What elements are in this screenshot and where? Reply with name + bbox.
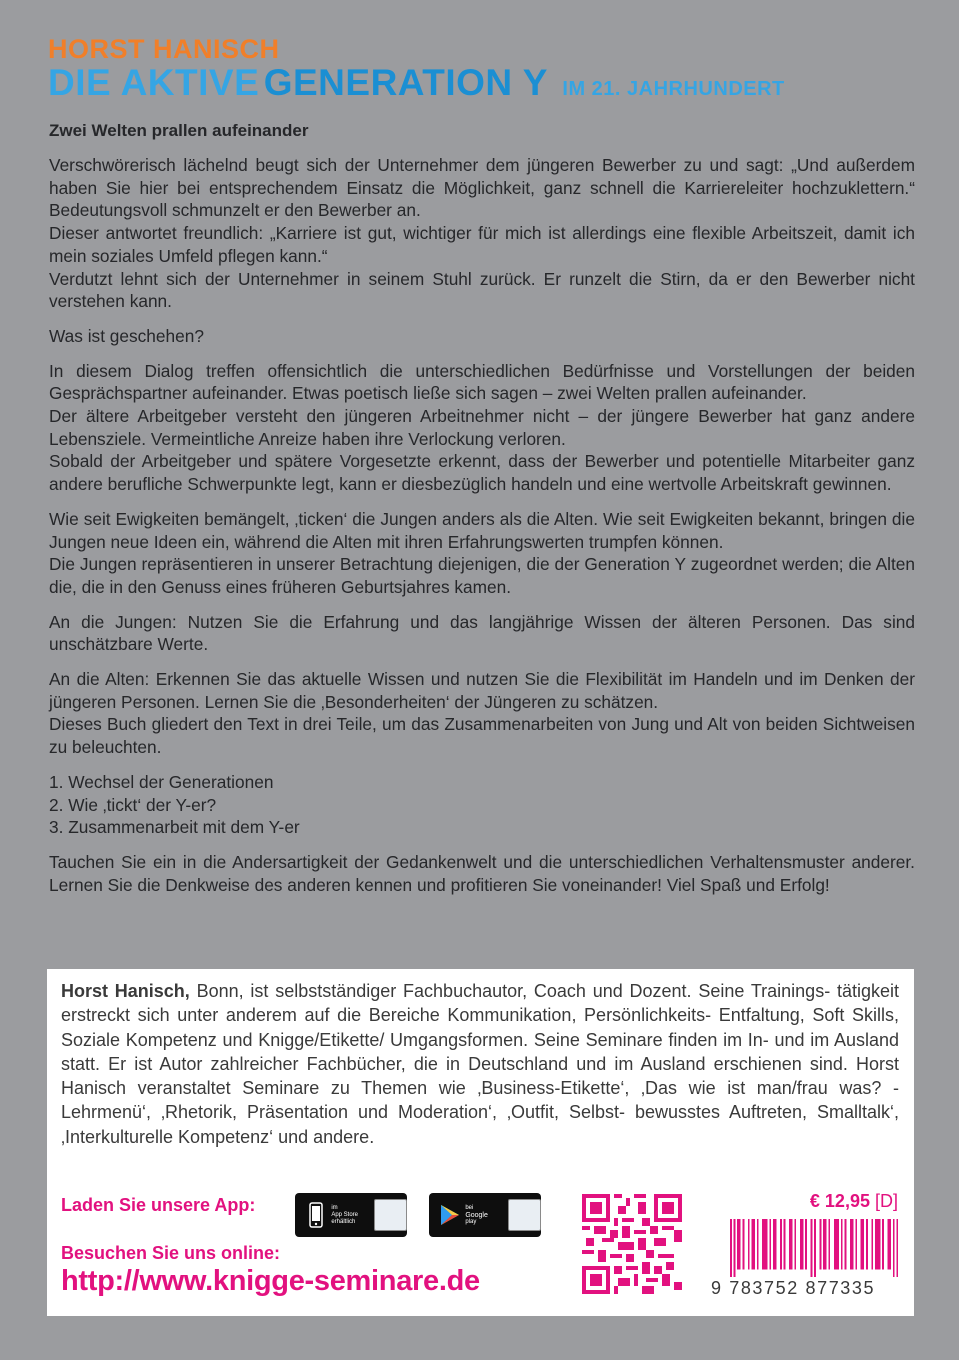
smartphone-icon bbox=[305, 1200, 326, 1230]
paragraph-5: An die Jungen: Nutzen Sie die Erfahrung und das langjährige Wissen der älteren Personen. Das sind unschätzbare Werte. bbox=[49, 611, 915, 655]
title-part-1: DIE AKTIVE bbox=[48, 62, 260, 103]
app-label: Laden Sie unsere App: bbox=[61, 1195, 256, 1215]
paragraph-line: Dieser antwortet freundlich: „Karriere ist gut, wichtiger für mich ist allerdings eine flexible Arbeitszeit, damit ich mein soziales Umfeld pflegen kann.“ bbox=[49, 223, 915, 266]
visit-label: Besuchen Sie uns online: bbox=[61, 1243, 281, 1263]
isbn-number: 9 783752 877335 bbox=[711, 1278, 876, 1298]
qr-code bbox=[582, 1194, 682, 1294]
paragraph-line: In diesem Dialog treffen offensichtlich die unterschiedlichen Bedürfnisse und Vorstellungen der beiden Gesprächspartner aufeinander. Etwas poetisch ließe sich sagen – zwei Welten prallen aufeinander. bbox=[49, 360, 915, 404]
google-play-badge[interactable] bbox=[429, 1193, 541, 1237]
section-heading: Zwei Welten prallen aufeinander bbox=[49, 121, 309, 140]
price: € 12,95 [D] bbox=[809, 1191, 898, 1211]
qr-stamp-icon bbox=[508, 1199, 541, 1231]
paragraph-2: Was ist geschehen? bbox=[49, 325, 204, 346]
book-title bbox=[48, 62, 785, 104]
play-triangle-icon bbox=[439, 1200, 460, 1230]
paragraph-line: Verschwörerisch lächelnd beugt sich der Unternehmer dem jüngeren Bewerber zu und sagt: „Und außerdem haben Sie hier bei entsprechendem Einsatz die Möglichkeit, ganz schnell die Karriereleiter hochzuklettern.“ Bedeutungsvoll schmunzelt er den Bewerber an. bbox=[49, 155, 915, 221]
paragraph-4 bbox=[49, 508, 915, 599]
app-store-badge[interactable] bbox=[295, 1193, 407, 1237]
paragraph-line: An die Alten: Erkennen Sie das aktuelle Wissen und nutzen Sie die Flexibilität im Handeln und im Denken der jüngeren Personen. Lernen Sie die ‚Besonderheiten‘ der Jüngeren zu schätzen. bbox=[49, 669, 915, 712]
paragraph-7: Tauchen Sie ein in die Andersartigkeit der Gedankenwelt und die unterschiedlichen Verhaltensmuster anderer. Lernen Sie die Denkweise des anderen kennen und profitieren Sie voneinander! Viel Spaß und Erfolg! bbox=[49, 851, 915, 895]
list-item: 3. Zusammenarbeit mit dem Y-er bbox=[49, 817, 300, 838]
author-bio-box bbox=[47, 969, 914, 1316]
paragraph-line: Die Jungen repräsentieren in unserer Betrachtung diejenigen, die der Generation Y zugeordnet werden; die Alten die, die in den Genuss eines früheren Geburtsjahres kamen. bbox=[49, 554, 915, 597]
title-part-3: IM 21. JAHRHUNDERT bbox=[562, 78, 785, 100]
chapter-list bbox=[49, 771, 915, 839]
list-item: 2. Wie ‚tickt‘ der Y-er? bbox=[49, 794, 217, 815]
paragraph-6 bbox=[49, 668, 915, 759]
paragraph-line: Dieses Buch gliedert den Text in drei Teile, um das Zusammenarbeiten von Jung und Alt von beiden Sichtweisen zu beleuchten. bbox=[49, 714, 915, 758]
bio-text: Bonn, ist selbstständiger Fachbuchautor, Coach und Dozent. Seine Trainings- tätigkeit erstreckt sich unter anderem auf die Bereiche Kommunikation, Persönlichkeits- Entfaltung, Soft Skills, Soziale Kompetenz und Knigge/Etikette/ Umgangsformen. Seine Seminare finden im In- und im Ausland statt. Er ist Autor zahlreicher Fachbücher, die in Deutschland und im Ausland erschienen sind. Horst Hanisch veranstaltet Seminare zu Themen wie ‚Business-Etikette‘, ‚Das wie ist man/frau was? - Lehrmenü‘, ‚Rhetorik, Präsentation und Moderation‘, ‚Outfit, Selbst- bewusstes Auftreten, Smalltalk‘, ‚Interkulturelle Kompetenz‘ und andere. bbox=[61, 981, 899, 1147]
author-name: HORST HANISCH bbox=[48, 34, 280, 64]
barcode bbox=[730, 1219, 900, 1277]
qr-stamp-icon bbox=[374, 1199, 407, 1231]
google-play-text: bei Google play bbox=[465, 1204, 488, 1225]
bio-name: Horst Hanisch, bbox=[61, 981, 190, 1001]
title-part-2: GENERATION Y bbox=[263, 62, 548, 103]
paragraph-line: Verdutzt lehnt sich der Unternehmer in seinem Stuhl zurück. Er runzelt die Stirn, da er den Bewerber nicht verstehen kann. bbox=[49, 268, 915, 312]
paragraph-line: Der ältere Arbeitgeber versteht den jüngeren Arbeitnehmer nicht – der jüngere Bewerber hat ganz andere Lebensziele. Vermeintliche Anreize haben ihre Verlockung verloren. bbox=[49, 406, 915, 449]
paragraph-line: Sobald der Arbeitgeber und spätere Vorgesetzte erkennt, dass der Bewerber und potentielle Mitarbeiter ganz andere berufliche Schwerpunkte legt, kann er diesbezüglich handeln und eine wertvolle Arbeitskraft gewinnen. bbox=[49, 451, 915, 495]
paragraph-1 bbox=[49, 154, 915, 313]
app-store-text: im App Store erhältlich bbox=[331, 1204, 358, 1225]
author-bio bbox=[61, 979, 899, 1149]
paragraph-line: Wie seit Ewigkeiten bemängelt, ‚ticken‘ die Jungen anders als die Alten. Wie seit Ewigkeiten bekannt, bringen die Jungen neue Ideen ein, während die Alten mit ihren Erfahrungswerten trumpfen können. bbox=[49, 508, 915, 552]
blurb-content bbox=[49, 120, 915, 908]
website-link[interactable]: http://www.knigge-seminare.de bbox=[61, 1265, 480, 1297]
paragraph-3 bbox=[49, 360, 915, 496]
list-item: 1. Wechsel der Generationen bbox=[49, 771, 274, 792]
